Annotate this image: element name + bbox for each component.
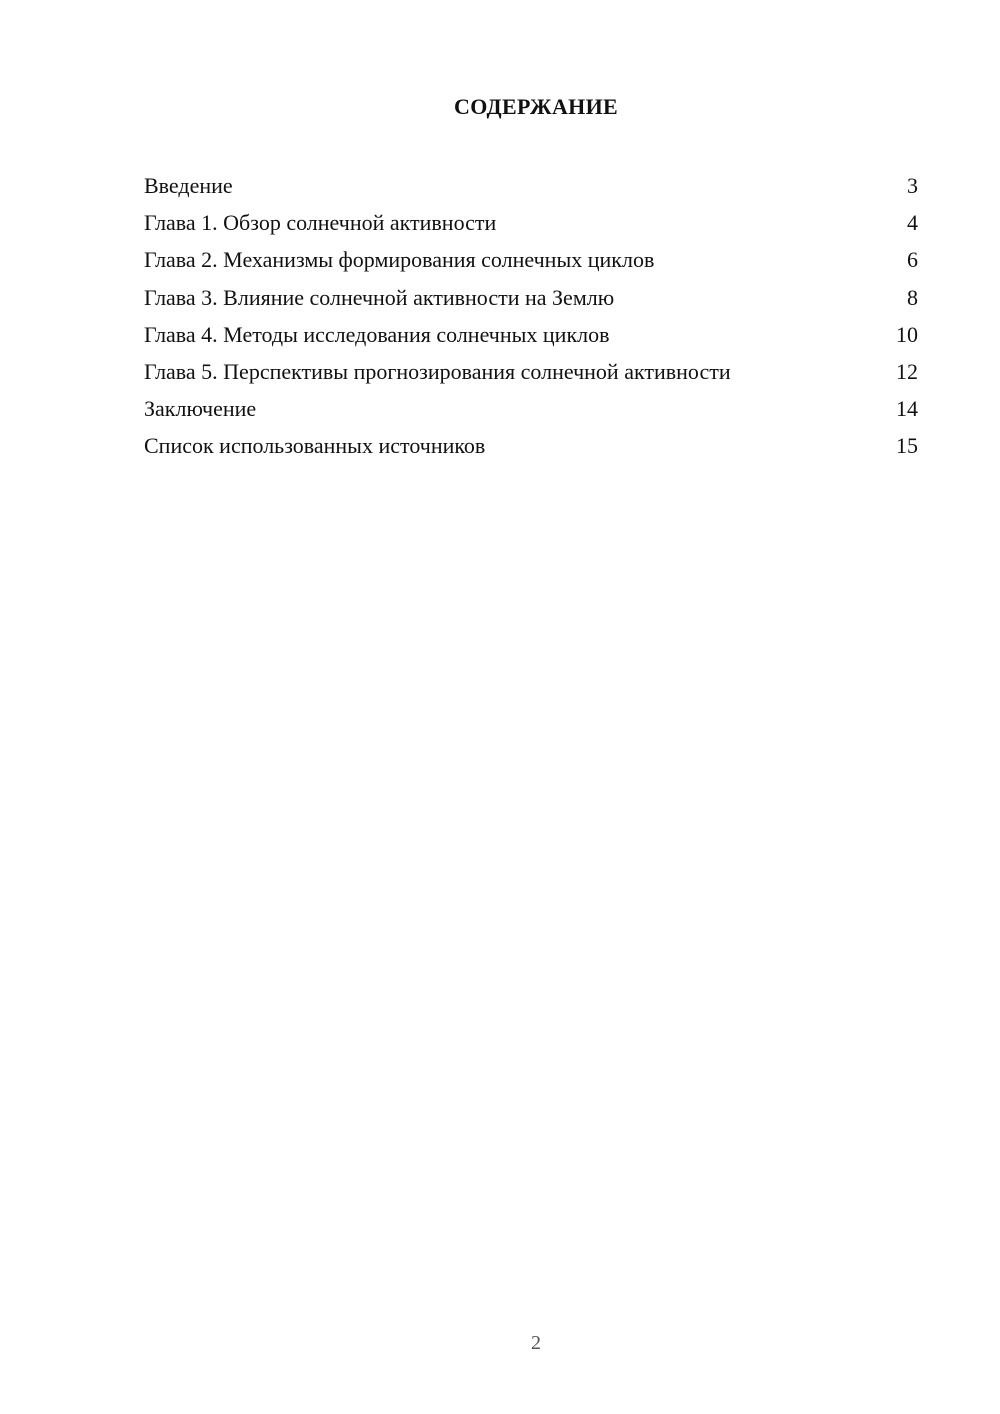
toc-entry-page: 8 [907,284,918,310]
toc-entry-chapter-2 [144,241,918,278]
toc-entry-label: Введение [144,173,233,198]
toc-entry-label: Заключение [144,396,257,422]
toc-entry-chapter-5 [144,353,918,390]
toc-entry-label: Глава 1. Обзор солнечной активности [144,210,497,236]
page-number: 2 [531,1332,541,1354]
toc-entry-label: Глава 4. Методы исследования солнечных циклов [144,321,610,347]
toc-entry-label: Список использованных источников [144,433,486,459]
toc-entry-conclusion [144,390,918,427]
toc-entry-references [144,427,918,464]
toc-entry-page: 14 [896,396,918,422]
toc-entry-page: 6 [907,247,918,273]
toc-entry-page: 10 [896,321,918,347]
toc-entry-page: 12 [896,358,918,384]
toc-entry-page: 15 [896,433,918,459]
toc-entry-label: Глава 2. Механизмы формирования солнечных циклов [144,247,655,273]
page-title: СОДЕРЖАНИЕ [454,94,618,119]
toc-entry-chapter-1 [144,204,918,241]
toc-entry-label: Глава 5. Перспективы прогнозирования солнечной активности [144,358,731,384]
toc-entry-label: Глава 3. Влияние солнечной активности на Землю [144,284,615,310]
toc-entry-page: 3 [907,173,918,198]
toc-entry-page: 4 [907,210,918,236]
toc-entry-introduction [144,167,918,204]
toc-entry-chapter-4 [144,316,918,353]
toc-entry-chapter-3 [144,279,918,316]
table-of-contents [144,167,918,465]
